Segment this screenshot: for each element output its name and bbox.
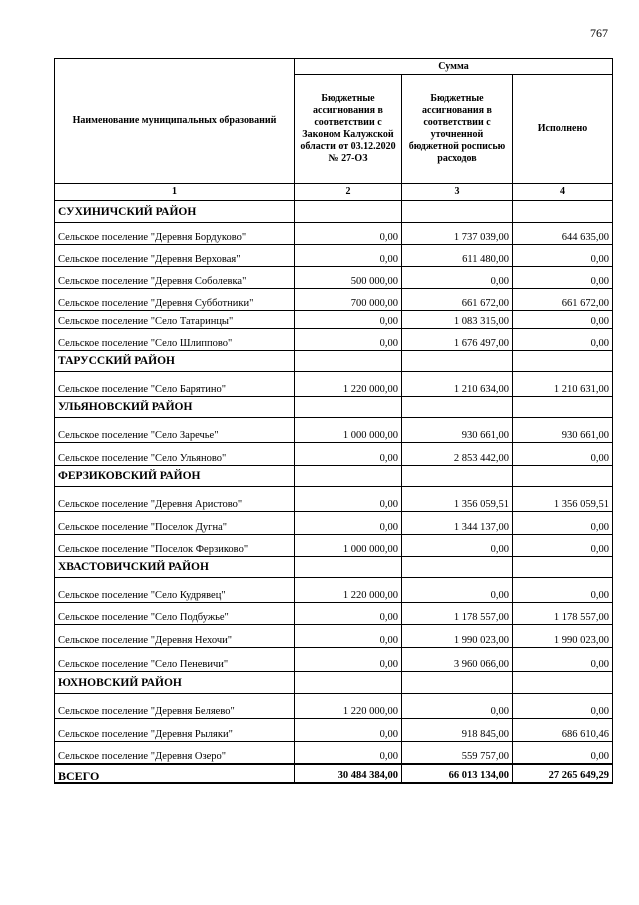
column-number-4: 4 — [513, 184, 613, 201]
district-row — [55, 397, 613, 418]
value-col3: 1 210 634,00 — [402, 372, 513, 397]
value-col3: 0,00 — [402, 267, 513, 289]
table-row — [55, 648, 613, 672]
header-col4: Исполнено — [513, 75, 613, 184]
value-col4: 644 635,00 — [513, 223, 613, 245]
value-col4: 0,00 — [513, 578, 613, 603]
value-col3: 0,00 — [402, 694, 513, 719]
empty-cell — [295, 201, 402, 223]
budget-table — [54, 58, 613, 784]
settlement-name: Сельское поселение "Село Кудрявец" — [55, 578, 295, 603]
settlement-name: Сельское поселение "Поселок Ферзиково" — [55, 535, 295, 557]
value-col3: 1 990 023,00 — [402, 625, 513, 648]
settlement-name: Сельское поселение "Деревня Соболевка" — [55, 267, 295, 289]
column-number-1: 1 — [55, 184, 295, 201]
page-number: 767 — [590, 26, 608, 40]
value-col3: 0,00 — [402, 578, 513, 603]
value-col2: 1 000 000,00 — [295, 418, 402, 443]
value-col4: 930 661,00 — [513, 418, 613, 443]
value-col2: 0,00 — [295, 603, 402, 625]
empty-cell — [513, 466, 613, 487]
table-row — [55, 742, 613, 764]
district-row — [55, 466, 613, 487]
table-row — [55, 694, 613, 719]
column-number-2: 2 — [295, 184, 402, 201]
value-col3: 611 480,00 — [402, 245, 513, 267]
total-row — [55, 764, 613, 783]
table-row — [55, 719, 613, 742]
table-row — [55, 487, 613, 512]
settlement-name: Сельское поселение "Село Подбужье" — [55, 603, 295, 625]
table-row — [55, 223, 613, 245]
value-col4: 0,00 — [513, 694, 613, 719]
settlement-name: Сельское поселение "Деревня Рыляки" — [55, 719, 295, 742]
value-col3: 559 757,00 — [402, 742, 513, 764]
value-col2: 0,00 — [295, 311, 402, 329]
value-col4: 1 990 023,00 — [513, 625, 613, 648]
empty-cell — [295, 557, 402, 578]
empty-cell — [295, 351, 402, 372]
settlement-name: Сельское поселение "Деревня Субботники" — [55, 289, 295, 311]
table-row — [55, 245, 613, 267]
value-col4: 686 610,46 — [513, 719, 613, 742]
table-row — [55, 535, 613, 557]
settlement-name: Сельское поселение "Деревня Беляево" — [55, 694, 295, 719]
total-label: ВСЕГО — [55, 764, 295, 783]
value-col3: 1 178 557,00 — [402, 603, 513, 625]
settlement-name: Сельское поселение "Деревня Верховая" — [55, 245, 295, 267]
district-name: ХВАСТОВИЧСКИЙ РАЙОН — [55, 557, 295, 578]
value-col3: 1 344 137,00 — [402, 512, 513, 535]
empty-cell — [295, 672, 402, 694]
value-col4: 0,00 — [513, 329, 613, 351]
empty-cell — [513, 672, 613, 694]
settlement-name: Сельское поселение "Деревня Нехочи" — [55, 625, 295, 648]
value-col3: 1 083 315,00 — [402, 311, 513, 329]
value-col2: 0,00 — [295, 443, 402, 466]
empty-cell — [295, 466, 402, 487]
district-name: ЮХНОВСКИЙ РАЙОН — [55, 672, 295, 694]
value-col2: 1 220 000,00 — [295, 578, 402, 603]
value-col3: 661 672,00 — [402, 289, 513, 311]
value-col4: 0,00 — [513, 311, 613, 329]
district-name: ТАРУССКИЙ РАЙОН — [55, 351, 295, 372]
empty-cell — [402, 557, 513, 578]
empty-cell — [402, 351, 513, 372]
value-col3: 0,00 — [402, 535, 513, 557]
settlement-name: Сельское поселение "Село Заречье" — [55, 418, 295, 443]
district-row — [55, 557, 613, 578]
empty-cell — [513, 351, 613, 372]
table-row — [55, 372, 613, 397]
header-name-column: Наименование муниципальных образований — [55, 59, 295, 184]
district-name: СУХИНИЧСКИЙ РАЙОН — [55, 201, 295, 223]
table-row — [55, 329, 613, 351]
table-header — [55, 59, 613, 201]
value-col4: 1 356 059,51 — [513, 487, 613, 512]
value-col4: 0,00 — [513, 443, 613, 466]
value-col2: 0,00 — [295, 648, 402, 672]
table-row — [55, 578, 613, 603]
settlement-name: Сельское поселение "Село Шлиппово" — [55, 329, 295, 351]
settlement-name: Сельское поселение "Деревня Озеро" — [55, 742, 295, 764]
district-name: УЛЬЯНОВСКИЙ РАЙОН — [55, 397, 295, 418]
header-col2: Бюджетные ассигнования в соответствии с Законом Калужской области от 03.12.2020 № 27-ОЗ — [295, 75, 402, 184]
settlement-name: Сельское поселение "Поселок Дугна" — [55, 512, 295, 535]
value-col3: 918 845,00 — [402, 719, 513, 742]
empty-cell — [513, 397, 613, 418]
table-row — [55, 418, 613, 443]
table-row — [55, 289, 613, 311]
value-col3: 1 676 497,00 — [402, 329, 513, 351]
table-body — [55, 201, 613, 764]
district-name: ФЕРЗИКОВСКИЙ РАЙОН — [55, 466, 295, 487]
total-value-col3: 66 013 134,00 — [402, 764, 513, 783]
value-col2: 0,00 — [295, 625, 402, 648]
value-col2: 0,00 — [295, 487, 402, 512]
table-row — [55, 512, 613, 535]
value-col2: 0,00 — [295, 245, 402, 267]
settlement-name: Сельское поселение "Село Пеневичи" — [55, 648, 295, 672]
value-col2: 0,00 — [295, 719, 402, 742]
value-col2: 0,00 — [295, 223, 402, 245]
value-col4: 0,00 — [513, 535, 613, 557]
value-col3: 3 960 066,00 — [402, 648, 513, 672]
value-col2: 700 000,00 — [295, 289, 402, 311]
district-row — [55, 201, 613, 223]
value-col4: 0,00 — [513, 512, 613, 535]
empty-cell — [295, 397, 402, 418]
value-col3: 1 356 059,51 — [402, 487, 513, 512]
value-col2: 0,00 — [295, 742, 402, 764]
value-col2: 0,00 — [295, 512, 402, 535]
empty-cell — [402, 201, 513, 223]
value-col4: 1 178 557,00 — [513, 603, 613, 625]
value-col4: 0,00 — [513, 245, 613, 267]
empty-cell — [402, 672, 513, 694]
table-row — [55, 443, 613, 466]
total-value-col2: 30 484 384,00 — [295, 764, 402, 783]
value-col4: 0,00 — [513, 267, 613, 289]
table-row — [55, 603, 613, 625]
empty-cell — [402, 466, 513, 487]
settlement-name: Сельское поселение "Деревня Аристово" — [55, 487, 295, 512]
value-col4: 0,00 — [513, 742, 613, 764]
settlement-name: Сельское поселение "Деревня Бордуково" — [55, 223, 295, 245]
settlement-name: Сельское поселение "Село Ульяново" — [55, 443, 295, 466]
district-row — [55, 351, 613, 372]
value-col3: 1 737 039,00 — [402, 223, 513, 245]
empty-cell — [513, 201, 613, 223]
table-row — [55, 311, 613, 329]
district-row — [55, 672, 613, 694]
value-col2: 0,00 — [295, 329, 402, 351]
column-number-3: 3 — [402, 184, 513, 201]
value-col3: 930 661,00 — [402, 418, 513, 443]
value-col2: 1 220 000,00 — [295, 694, 402, 719]
value-col4: 0,00 — [513, 648, 613, 672]
settlement-name: Сельское поселение "Село Барятино" — [55, 372, 295, 397]
value-col4: 1 210 631,00 — [513, 372, 613, 397]
empty-cell — [402, 397, 513, 418]
total-value-col4: 27 265 649,29 — [513, 764, 613, 783]
value-col4: 661 672,00 — [513, 289, 613, 311]
settlement-name: Сельское поселение "Село Татаринцы" — [55, 311, 295, 329]
empty-cell — [513, 557, 613, 578]
value-col2: 1 000 000,00 — [295, 535, 402, 557]
header-col3: Бюджетные ассигнования в соответствии с уточненной бюджетной росписью расходов — [402, 75, 513, 184]
header-sum: Сумма — [295, 59, 613, 75]
value-col3: 2 853 442,00 — [402, 443, 513, 466]
value-col2: 500 000,00 — [295, 267, 402, 289]
value-col2: 1 220 000,00 — [295, 372, 402, 397]
table-row — [55, 625, 613, 648]
table-row — [55, 267, 613, 289]
